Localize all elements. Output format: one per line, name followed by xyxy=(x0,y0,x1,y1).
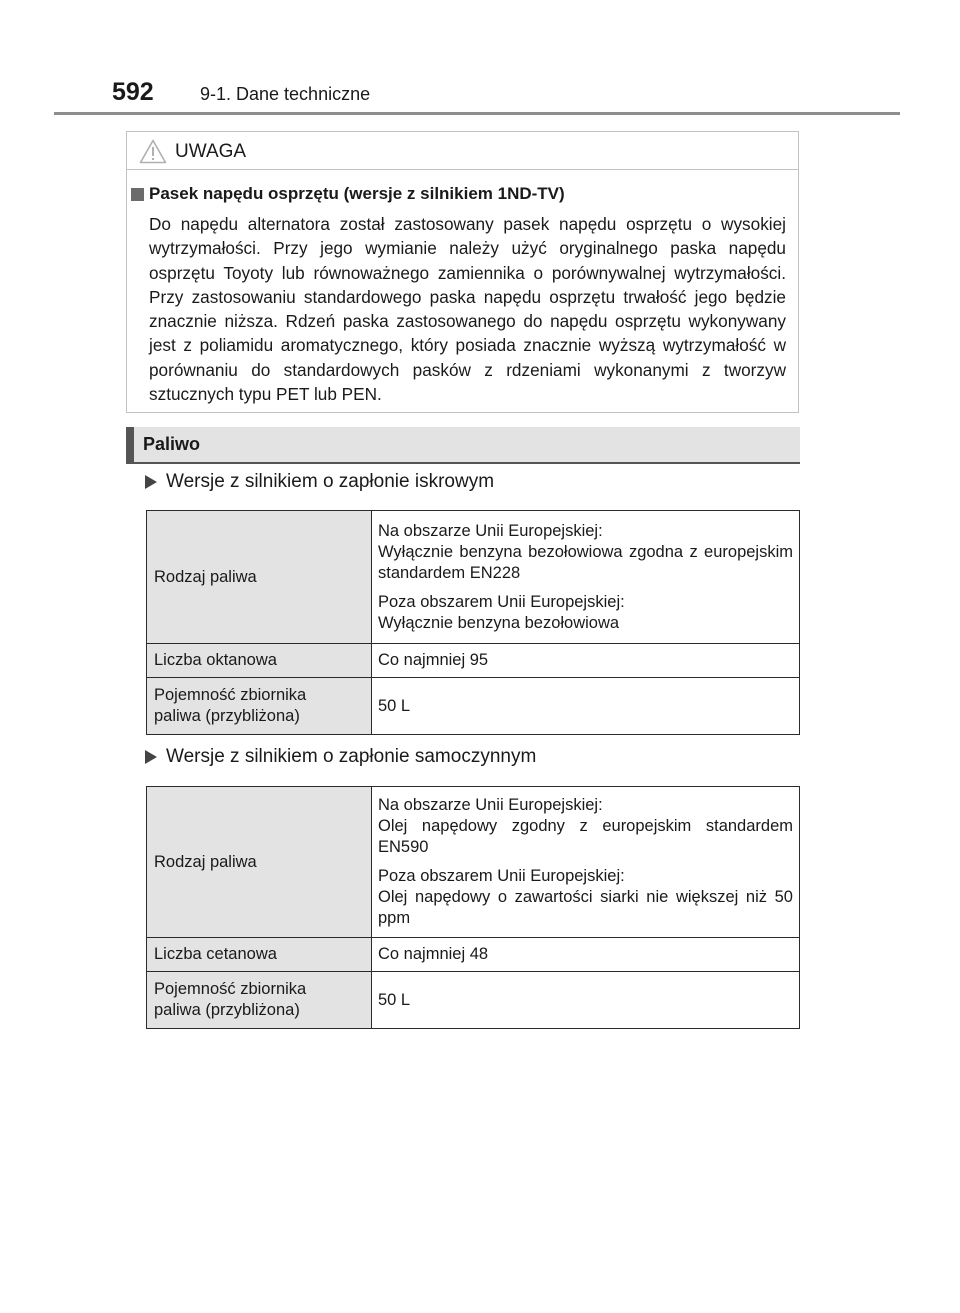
section-header xyxy=(126,427,800,464)
table-row xyxy=(147,644,800,678)
tank-capacity-value: 50 L xyxy=(372,678,800,735)
square-bullet-icon xyxy=(131,188,144,201)
caution-header xyxy=(127,132,798,170)
tank-capacity-label xyxy=(147,678,372,735)
triangle-bullet-icon xyxy=(145,475,157,489)
tank-label-line-2: paliwa (przybliżona) xyxy=(154,707,300,725)
diesel-spec-table xyxy=(146,786,800,1029)
warning-triangle-icon xyxy=(139,139,167,164)
fuel-type-value xyxy=(372,511,800,644)
tank-label-line-1: Pojemność zbiornika xyxy=(154,686,307,704)
table-row xyxy=(147,787,800,938)
octane-value: Co najmniej 95 xyxy=(372,644,800,678)
fuel-eu-heading: Na obszarze Unii Europejskiej: xyxy=(378,521,603,540)
petrol-spec-table xyxy=(146,510,800,735)
diesel-subheading-text: Wersje z silnikiem o zapłonie samoczynnym xyxy=(166,746,537,767)
fuel-noneu-heading: Poza obszarem Unii Europejskiej: xyxy=(378,592,625,611)
caution-paragraph: Do napędu alternatora został zastosowany pasek napędu osprzętu o wysokiej wytrzymałości. Przy jego wymianie należy użyć oryginalnego paska napędu osprzętu Toyoty lub równoważnego zamiennika o porównywalnej wytrzymałości. Przy zastosowaniu standardowego paska napędu osprzętu trwałość jego będzie znacznie niższa. Rdzeń paska zastosowanego do napędu osprzętu wykonywany jest z poliamidu aromatycznego, który posiada znacznie wyższą wytrzymałość w porównaniu do standardowych pasków z rdzeniami wykonanymi z tworzyw sztucznych typu PET lub PEN. xyxy=(149,214,786,405)
petrol-subheading xyxy=(145,471,494,493)
caution-box xyxy=(126,131,799,413)
triangle-bullet-icon xyxy=(145,750,157,764)
tank-label-line-1: Pojemność zbiornika xyxy=(154,980,307,998)
petrol-subheading-text: Wersje z silnikiem o zapłonie iskrowym xyxy=(166,471,495,492)
table-row xyxy=(147,511,800,644)
fuel-type-label: Rodzaj paliwa xyxy=(147,511,372,644)
header-divider xyxy=(54,112,900,115)
table-row xyxy=(147,972,800,1029)
caution-title: UWAGA xyxy=(175,141,247,162)
cetane-value: Co najmniej 48 xyxy=(372,938,800,972)
cetane-label: Liczba cetanowa xyxy=(147,938,372,972)
caution-content xyxy=(131,183,786,406)
caution-heading xyxy=(131,183,786,205)
section-accent xyxy=(126,427,134,462)
octane-label: Liczba oktanowa xyxy=(147,644,372,678)
table-row xyxy=(147,678,800,735)
fuel-type-value xyxy=(372,787,800,938)
fuel-type-label: Rodzaj paliwa xyxy=(147,787,372,938)
table-row xyxy=(147,938,800,972)
chapter-title: 9-1. Dane techniczne xyxy=(200,84,371,104)
fuel-noneu-heading: Poza obszarem Unii Europejskiej: xyxy=(378,867,625,885)
fuel-noneu-text: Wyłącznie benzyna bezołowiowa xyxy=(378,613,620,632)
fuel-eu-text: Wyłącznie benzyna bezołowiowa zgodna z europejskim standardem EN228 xyxy=(378,542,793,582)
diesel-subheading xyxy=(145,746,536,768)
tank-label-line-2: paliwa (przybliżona) xyxy=(154,1001,300,1019)
fuel-eu-heading: Na obszarze Unii Europejskiej: xyxy=(378,796,603,814)
fuel-noneu-text: Olej napędowy o zawartości siarki nie większej niż 50 ppm xyxy=(378,888,793,927)
tank-capacity-label xyxy=(147,972,372,1029)
tank-capacity-value: 50 L xyxy=(372,972,800,1029)
fuel-eu-text: Olej napędowy zgodny z europejskim standardem EN590 xyxy=(378,817,793,856)
caution-heading-text: Pasek napędu osprzętu (wersje z silnikiem 1ND-TV) xyxy=(149,184,565,203)
page-number: 592 xyxy=(112,78,154,106)
page-header xyxy=(0,0,960,118)
section-title: Paliwo xyxy=(143,434,201,454)
